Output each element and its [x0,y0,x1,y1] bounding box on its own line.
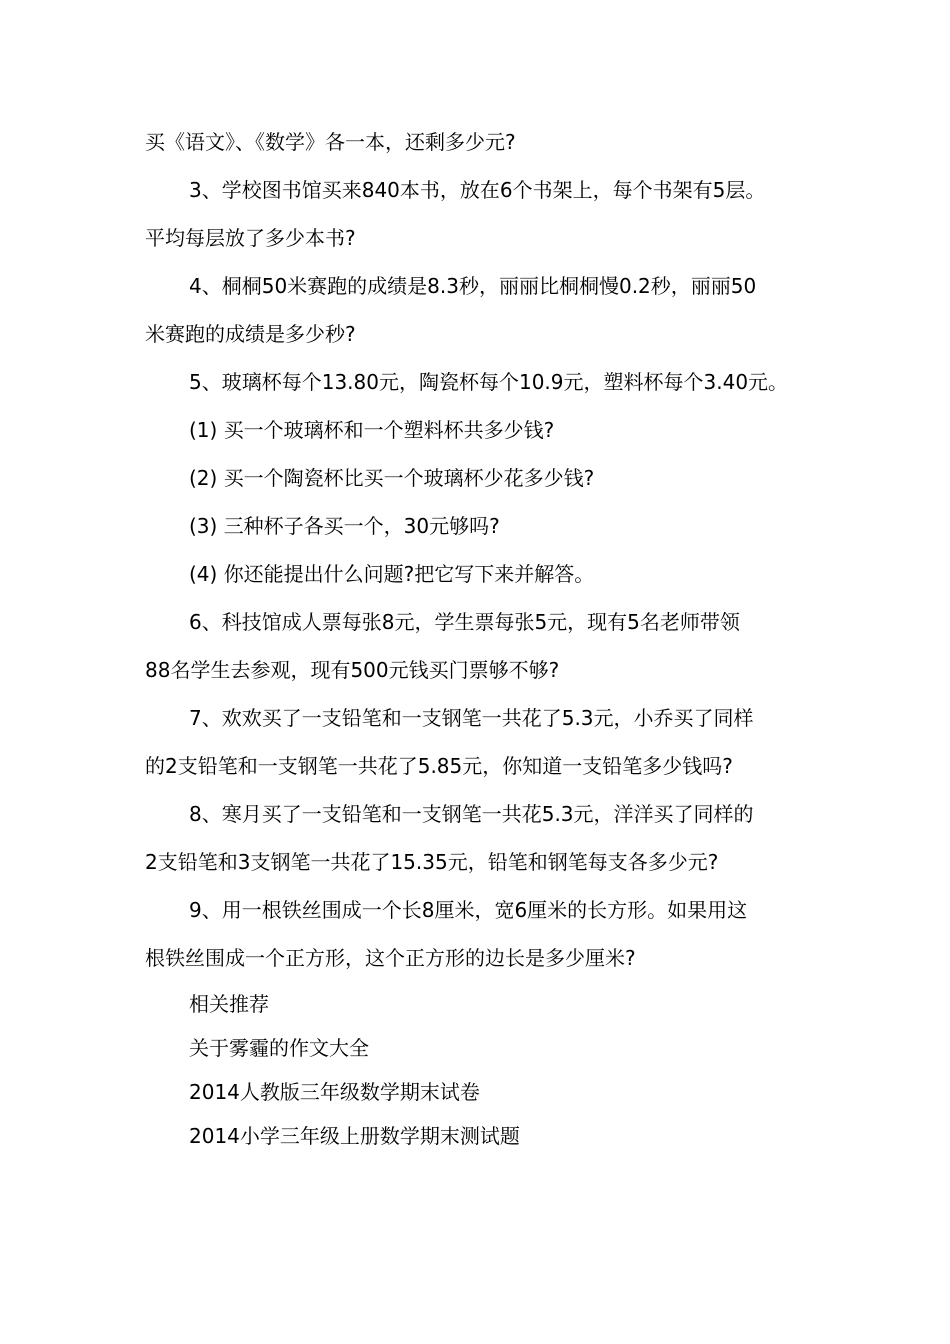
question-7-line-2: 的2支铅笔和一支钢笔一共花了5.85元，你知道一支铅笔多少钱吗? [145,754,733,778]
question-5-sub-1: (1) 买一个玻璃杯和一个塑料杯共多少钱? [189,418,555,442]
question-4-line-1: 4、桐桐50米赛跑的成绩是8.3秒，丽丽比桐桐慢0.2秒，丽丽50 [189,274,757,298]
question-6-line-2: 88名学生去参观，现有500元钱买门票够不够? [145,658,560,682]
question-5-sub-3: (3) 三种杯子各买一个，30元够吗? [189,514,500,538]
question-8-line-2: 2支铅笔和3支钢笔一共花了15.35元，铅笔和钢笔每支各多少元? [145,850,719,874]
question-8-line-1: 8、寒月买了一支铅笔和一支钢笔一共花5.3元，洋洋买了同样的 [189,802,754,826]
question-9-line-1: 9、用一根铁丝围成一个长8厘米，宽6厘米的长方形。如果用这 [189,898,748,922]
document-body [145,118,825,1158]
question-5-sub-4: (4) 你还能提出什么问题?把它写下来并解答。 [189,562,595,586]
question-9-line-2: 根铁丝围成一个正方形，这个正方形的边长是多少厘米? [145,946,636,970]
recommend-link-exam-primary[interactable]: 2014小学三年级上册数学期末测试题 [189,1124,520,1148]
question-6-line-1: 6、科技馆成人票每张8元，学生票每张5元，现有5名老师带领 [189,610,740,634]
question-7-line-1: 7、欢欢买了一支铅笔和一支钢笔一共花了5.3元，小乔买了同样 [189,706,754,730]
recommend-title: 相关推荐 [189,992,269,1016]
question-4-line-2: 米赛跑的成绩是多少秒? [145,322,356,346]
question-5-line: 5、玻璃杯每个13.80元，陶瓷杯每个10.9元，塑料杯每个3.40元。 [189,370,789,394]
question-3-line-1: 3、学校图书馆买来840本书，放在6个书架上，每个书架有5层。 [189,178,766,202]
question-5-sub-2: (2) 买一个陶瓷杯比买一个玻璃杯少花多少钱? [189,466,595,490]
text-line: 买《语文》、《数学》各一本，还剩多少元? [145,130,516,154]
question-3-line-2: 平均每层放了多少本书? [145,226,356,250]
recommend-link-exam-pep[interactable]: 2014人教版三年级数学期末试卷 [189,1080,480,1104]
recommend-link-smog-essay[interactable]: 关于雾霾的作文大全 [189,1036,369,1060]
